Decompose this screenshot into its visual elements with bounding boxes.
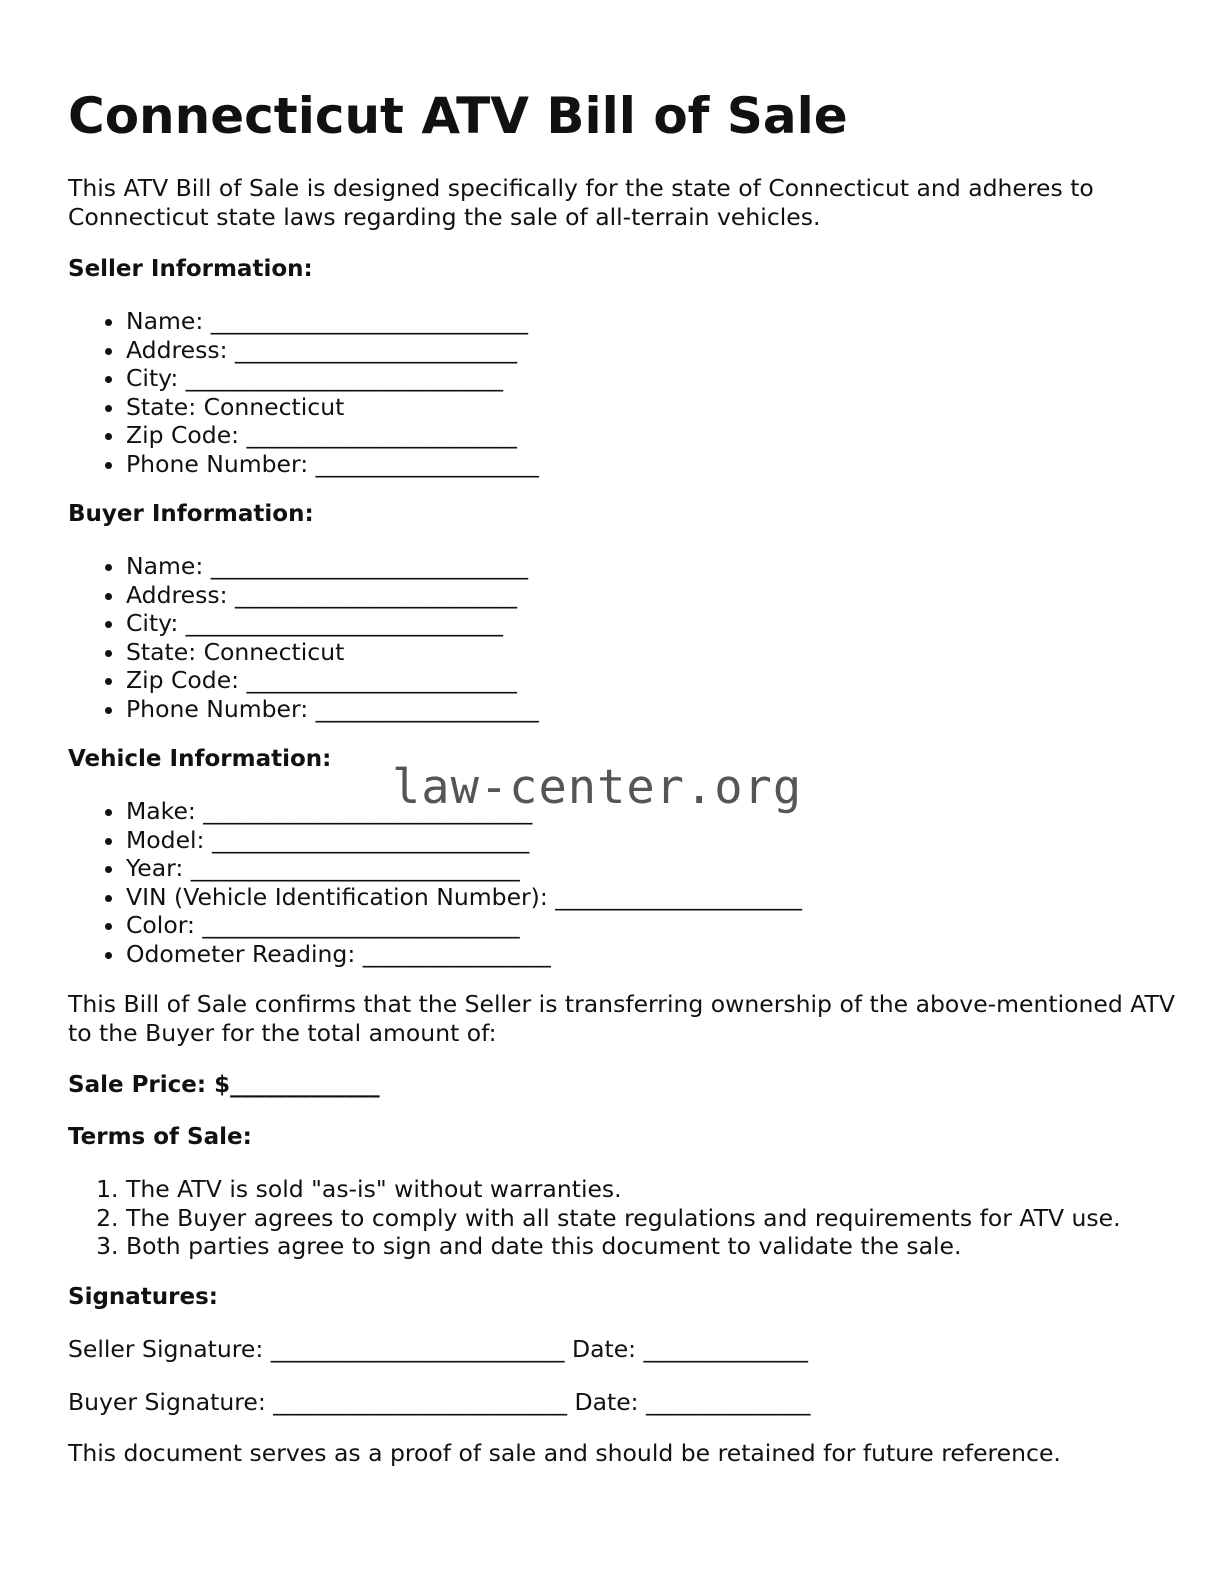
seller-signature-line: Seller Signature: _________________________ Date: ______________ — [68, 1335, 809, 1363]
list-item: 2. The Buyer agrees to comply with all state regulations and requirements for ATV use. — [126, 1204, 1178, 1233]
list-item: • Name: ___________________________ — [126, 307, 1178, 336]
vehicle-list — [68, 797, 1178, 968]
seller-section — [68, 255, 1178, 478]
confirmation-paragraph: This Bill of Sale confirms that the Seller is transferring ownership of the above-mentioned ATV to the Buyer for the total amount of: — [68, 990, 1175, 1047]
buyer-signature-line: Buyer Signature: _________________________ Date: ______________ — [68, 1387, 811, 1416]
list-item: • Name: ___________________________ — [126, 552, 1178, 581]
seller-heading: Seller Information: — [68, 256, 313, 282]
terms-list — [68, 1175, 1178, 1261]
signatures-heading: Signatures: — [68, 1284, 219, 1310]
list-item: • Zip Code: _______________________ — [126, 421, 1178, 450]
list-item: • Model: ___________________________ — [126, 826, 1178, 855]
watermark: law-center.org — [392, 760, 803, 815]
list-item: • City: ___________________________ — [126, 609, 1178, 638]
list-item: • Color: ___________________________ — [126, 911, 1178, 940]
vehicle-heading: Vehicle Information: — [68, 746, 332, 772]
terms-section — [68, 1123, 1178, 1261]
signatures-section — [68, 1283, 1178, 1440]
confirmation-block — [68, 990, 1178, 1048]
buyer-list — [68, 552, 1178, 723]
list-item: • Year: ____________________________ — [126, 854, 1178, 883]
list-item: • City: ___________________________ — [126, 364, 1178, 393]
document-title: Connecticut ATV Bill of Sale — [68, 87, 848, 145]
list-item: • Zip Code: _______________________ — [126, 666, 1178, 695]
buyer-heading: Buyer Information: — [68, 501, 314, 527]
seller-list — [68, 307, 1178, 478]
list-item: • Address: ________________________ — [126, 581, 1178, 610]
intro-paragraph: This ATV Bill of Sale is designed specifically for the state of Connecticut and adheres to Connecticut state laws regarding the sale of all-terrain vehicles. — [68, 174, 1094, 231]
footer-block — [68, 1439, 1178, 1468]
list-item: • Address: ________________________ — [126, 336, 1178, 365]
sale-price: Sale Price: $_____________ — [68, 1072, 380, 1098]
list-item: 1. The ATV is sold "as-is" without warranties. — [126, 1175, 1178, 1204]
list-item: • Odometer Reading: ________________ — [126, 940, 1178, 969]
intro-block — [68, 174, 1178, 232]
list-item: • State: Connecticut — [126, 393, 1178, 422]
list-item: • VIN (Vehicle Identification Number): _____________________ — [126, 883, 1178, 912]
sale-price-block — [68, 1071, 1178, 1100]
list-item: • State: Connecticut — [126, 638, 1178, 667]
list-item: • Phone Number: ___________________ — [126, 450, 1178, 479]
list-item: 3. Both parties agree to sign and date this document to validate the sale. — [126, 1232, 1178, 1261]
list-item: • Make: ____________________________ — [126, 797, 1178, 826]
list-item: • Phone Number: ___________________ — [126, 695, 1178, 724]
buyer-section — [68, 500, 1178, 723]
terms-heading: Terms of Sale: — [68, 1124, 252, 1150]
footer-note: This document serves as a proof of sale and should be retained for future reference. — [68, 1439, 1061, 1467]
